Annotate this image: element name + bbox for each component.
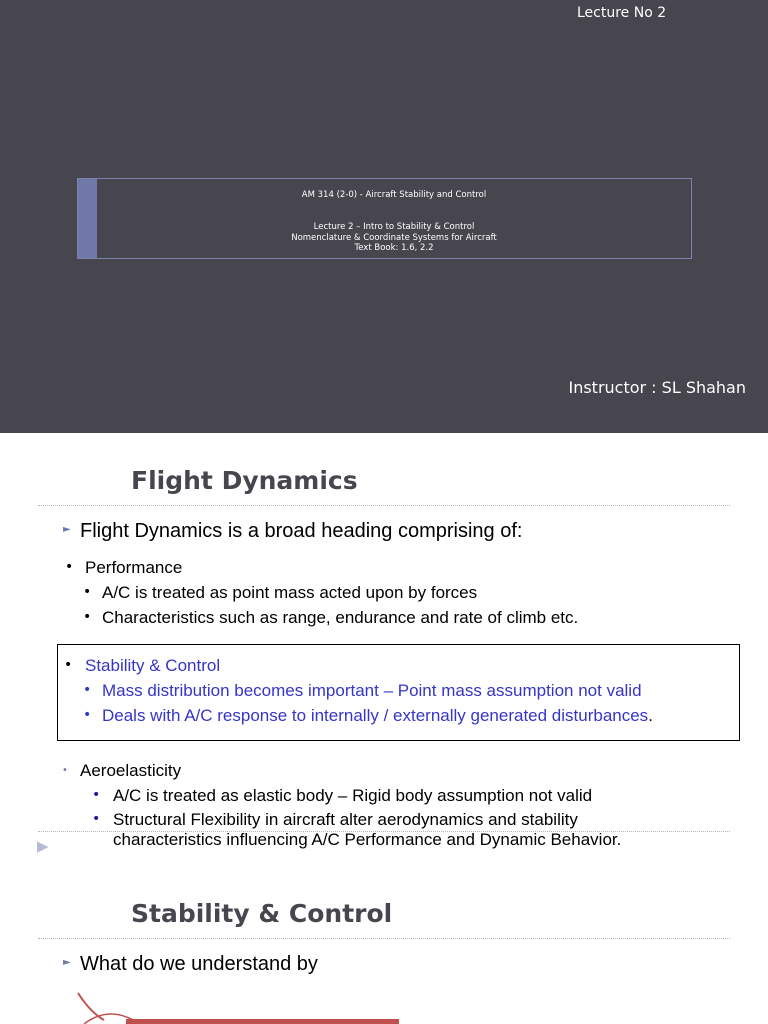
nav-arrow-icon[interactable]: ▶	[37, 837, 49, 855]
lecture-info	[97, 222, 691, 254]
slide-heading: Stability & Control	[131, 899, 393, 928]
bullet-icon: •	[64, 657, 73, 673]
instructor-name: Instructor : SL Shahan	[568, 378, 746, 397]
title-accent-bar	[78, 179, 97, 258]
lecture-title: Lecture 2 – Intro to Stability & Control	[313, 222, 475, 232]
intro-text: What do we understand by	[80, 953, 318, 975]
aeroelasticity-item: A/C is treated as elastic body – Rigid body assumption not valid	[113, 786, 593, 805]
bullet-icon: •	[83, 707, 92, 723]
stability-label: Stability & Control	[85, 656, 221, 675]
bullet-icon: •	[83, 682, 92, 698]
bullet-icon: •	[83, 609, 92, 625]
bullet-icon: •	[83, 584, 92, 600]
intro-text: Flight Dynamics is a broad heading comprising of:	[80, 520, 523, 542]
slide-heading: Flight Dynamics	[131, 466, 358, 495]
triangle-bullet-icon: ►	[63, 957, 71, 968]
aeroelasticity-item-continued: characteristics influencing A/C Performance and Dynamic Behavior.	[113, 830, 622, 849]
aeroelasticity-item: Structural Flexibility in aircraft alter aerodynamics and stability	[113, 810, 578, 829]
textbook-reference: Text Book: 1.6, 2.2	[354, 243, 434, 253]
decorative-red-bar	[126, 1019, 399, 1024]
performance-item: A/C is treated as point mass acted upon by forces	[102, 583, 478, 602]
bullet-icon: •	[62, 765, 68, 776]
footer-divider	[38, 831, 730, 832]
heading-divider	[38, 938, 730, 939]
stability-item: Deals with A/C response to internally / externally generated disturbances	[102, 706, 649, 725]
performance-label: Performance	[85, 558, 183, 577]
stability-control-slide	[0, 866, 768, 1024]
performance-item: Characteristics such as range, endurance and rate of climb etc.	[102, 608, 579, 627]
bullet-icon: •	[92, 811, 101, 827]
title-slide	[0, 0, 768, 433]
lecture-number: Lecture No 2	[577, 5, 667, 21]
aeroelasticity-label: Aeroelasticity	[80, 761, 182, 780]
heading-divider	[38, 505, 730, 506]
bullet-icon: •	[65, 559, 74, 575]
course-title: AM 314 (2-0) - Aircraft Stability and Control	[301, 190, 487, 200]
lecture-subtitle: Nomenclature & Coordinate Systems for Aircraft	[291, 232, 497, 243]
bullet-icon: •	[92, 787, 101, 803]
stability-item-row	[102, 706, 653, 726]
triangle-bullet-icon: ►	[63, 524, 71, 535]
trailing-period: .	[648, 706, 653, 725]
title-box	[77, 178, 692, 259]
flight-dynamics-slide	[0, 433, 768, 866]
stability-item: Mass distribution becomes important – Point mass assumption not valid	[102, 681, 642, 700]
